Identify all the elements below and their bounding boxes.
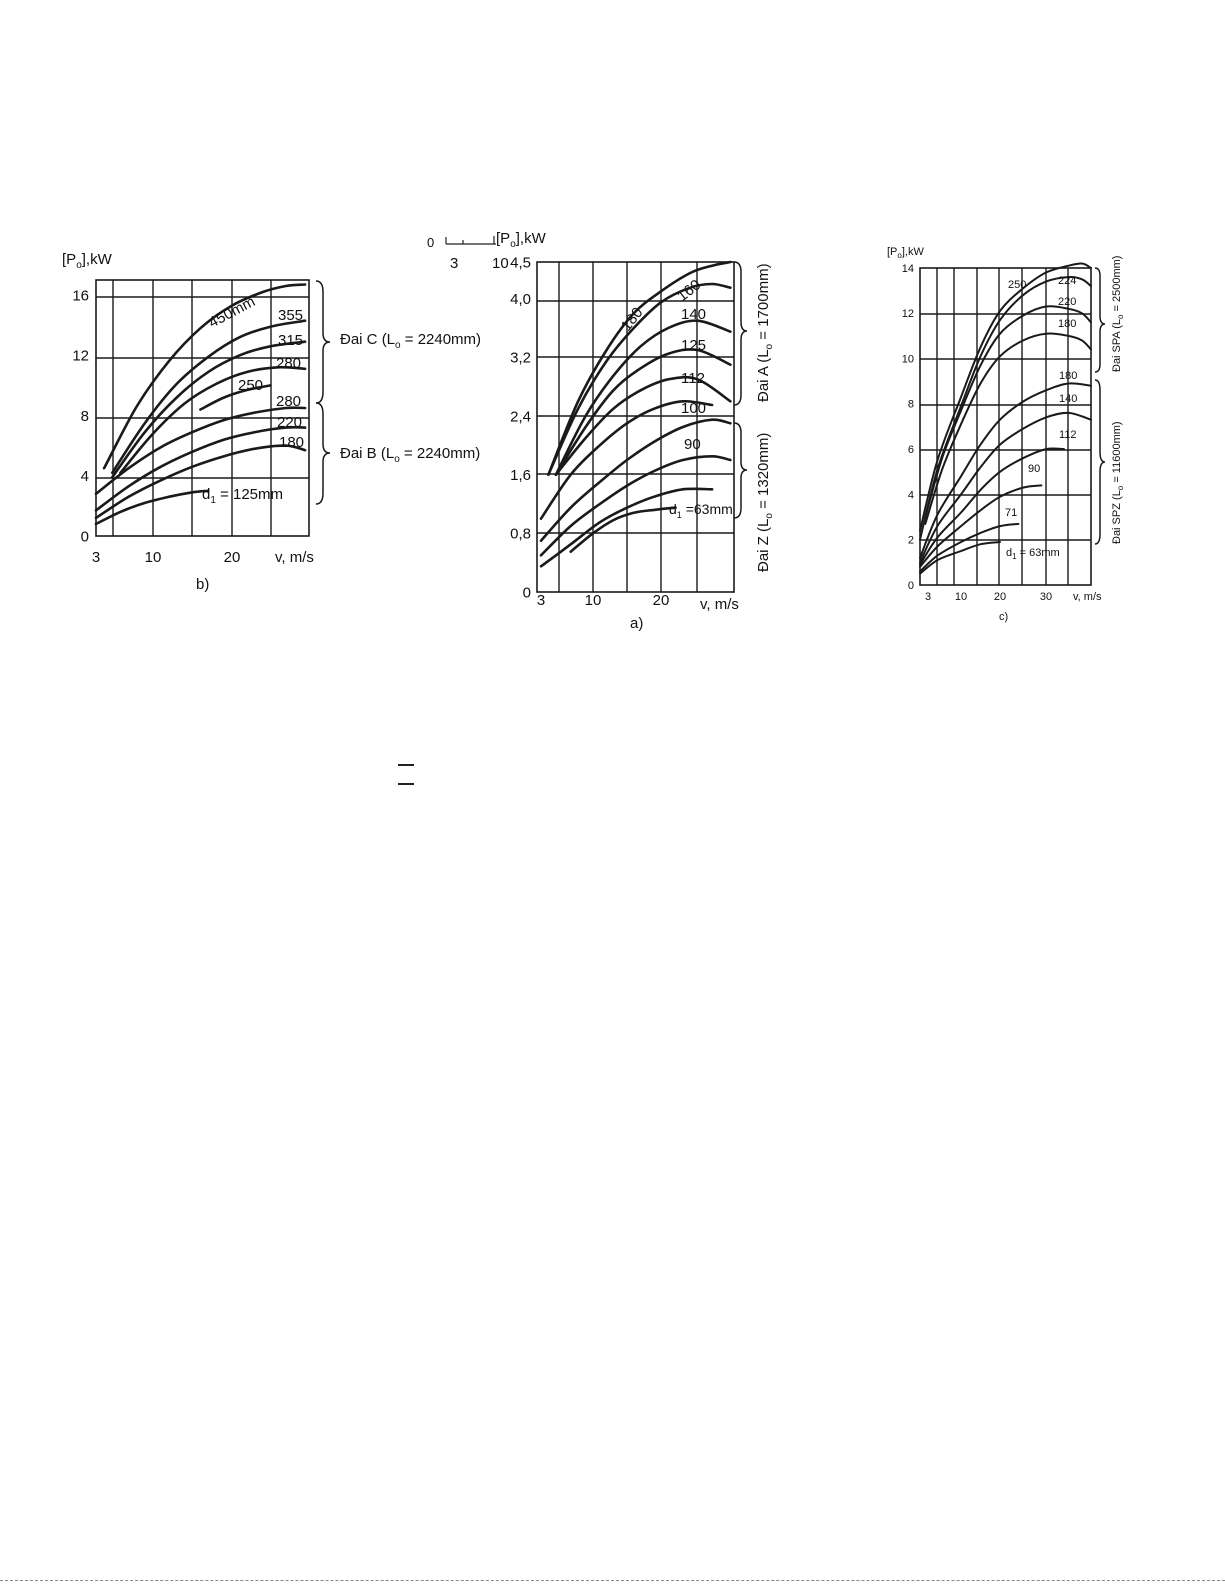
y-tick-label: 8 (80, 407, 89, 425)
y-tick-label: 0 (907, 579, 914, 592)
x-tick-label: 20 (993, 591, 1007, 603)
chart-b-caption: b) (196, 576, 210, 593)
series-label: 315 (278, 332, 304, 349)
group-brace (1095, 268, 1105, 372)
y-tick-label: 6 (907, 443, 914, 456)
chart-c-curves (920, 263, 1091, 573)
y-tick-label: 12 (72, 347, 89, 365)
series-label: 180 (1059, 370, 1078, 382)
chart-a-ylabel: $[P_o],kW$ (496, 230, 546, 250)
series-label: 250 (238, 377, 264, 394)
series-label: 220 (1058, 296, 1077, 308)
series-label: 250 (1008, 279, 1027, 291)
chart-b-xlabel: v, m/s (275, 549, 314, 566)
series-label: 160 (673, 276, 705, 306)
y-tick-label: 4,0 (510, 290, 531, 308)
plot-frame (920, 268, 1091, 585)
group-label: Đai C $(L_o = 2240mm)$ (340, 331, 482, 351)
x-tick-label: 3 (536, 592, 546, 609)
series-label: $d_1 = 125mm$ (202, 486, 284, 506)
x-tick-label: 20 (223, 549, 241, 566)
chart-a-xlabel: v, m/s (700, 596, 739, 613)
series-label: 180 (279, 434, 305, 451)
y-tick-label: 14 (901, 262, 914, 275)
chart-c-caption: c) (999, 611, 1009, 623)
group-label: Đai Z $(L_o = 1320mm)$ (755, 432, 775, 572)
x-tick-label: 10 (584, 592, 602, 609)
series-label: 180 (1058, 318, 1077, 330)
series-label: 355 (278, 307, 304, 324)
series-label: 280 (276, 393, 302, 410)
x-tick-label: 20 (652, 592, 670, 609)
y-tick-label: 0 (80, 528, 89, 546)
series-label: 100 (681, 400, 707, 417)
y-tick-label: 12 (901, 308, 914, 321)
chart-c-grid (920, 268, 1091, 585)
series-label: 224 (1058, 275, 1077, 287)
stray-axis-tick: 10 (492, 255, 509, 272)
series-curve (920, 383, 1091, 557)
series-label: 71 (1005, 507, 1018, 519)
series-label: 280 (276, 355, 302, 372)
y-tick-label: 3,2 (510, 349, 531, 367)
y-tick-label: 4 (907, 489, 914, 502)
group-brace (734, 262, 747, 405)
stray-axis-zero: 0 (427, 235, 435, 250)
group-brace (316, 403, 330, 504)
x-tick-label: 3 (91, 549, 101, 566)
y-tick-label: 1,6 (510, 466, 531, 484)
group-label: Đai SPZ $(L_o = 11600mm)$ (1111, 421, 1125, 544)
group-label: Đai B $(L_o = 2240mm)$ (340, 445, 481, 465)
footer-rule (0, 1580, 1225, 1581)
chart-b (62, 251, 481, 593)
y-tick-label: 4,5 (510, 254, 531, 272)
y-tick-label: 2,4 (510, 408, 531, 426)
x-tick-label: 30 (1039, 591, 1053, 603)
group-brace (734, 423, 747, 518)
series-label: $d_1 =63mm$ (669, 501, 733, 520)
series-label: 112 (681, 370, 705, 387)
y-tick-label: 10 (901, 353, 914, 366)
series-label: 180 (617, 304, 647, 335)
group-label: Đai SPA $(L_o = 2500mm)$ (1111, 255, 1125, 372)
stray-axis-tick: 3 (450, 255, 459, 272)
chart-c-xlabel: v, m/s (1073, 591, 1102, 603)
y-tick-label: 4 (80, 468, 89, 486)
group-brace (316, 281, 330, 403)
series-label: 112 (1059, 429, 1077, 441)
y-tick-label: 0 (522, 584, 531, 602)
y-tick-label: 16 (72, 287, 89, 305)
chart-a-caption: a) (630, 615, 644, 632)
group-label: Đai A $(L_o = 1700mm)$ (755, 263, 775, 402)
series-label: 220 (277, 414, 303, 431)
x-tick-label: 3 (924, 591, 932, 603)
x-tick-label: 10 (954, 591, 968, 603)
chart-c (887, 246, 1125, 623)
chart-b-ylabel: $[P_o],kW$ (62, 251, 112, 271)
series-label: 450mm (205, 293, 259, 332)
y-tick-label: 2 (907, 534, 914, 547)
y-tick-label: 8 (907, 398, 914, 411)
group-brace (1095, 380, 1105, 544)
chart-c-ylabel: $[P_o],kW$ (887, 246, 924, 260)
series-label: 90 (1028, 463, 1041, 475)
series-label: 125 (681, 337, 707, 354)
x-tick-label: 10 (144, 549, 162, 566)
series-label: 140 (1059, 393, 1078, 405)
page-mark (398, 764, 414, 785)
y-tick-label: 0,8 (510, 525, 531, 543)
series-label: 90 (684, 436, 701, 453)
series-label: 140 (681, 306, 707, 323)
series-label: $d_1 = 63mm$ (1006, 547, 1060, 561)
chart-a (427, 230, 775, 632)
